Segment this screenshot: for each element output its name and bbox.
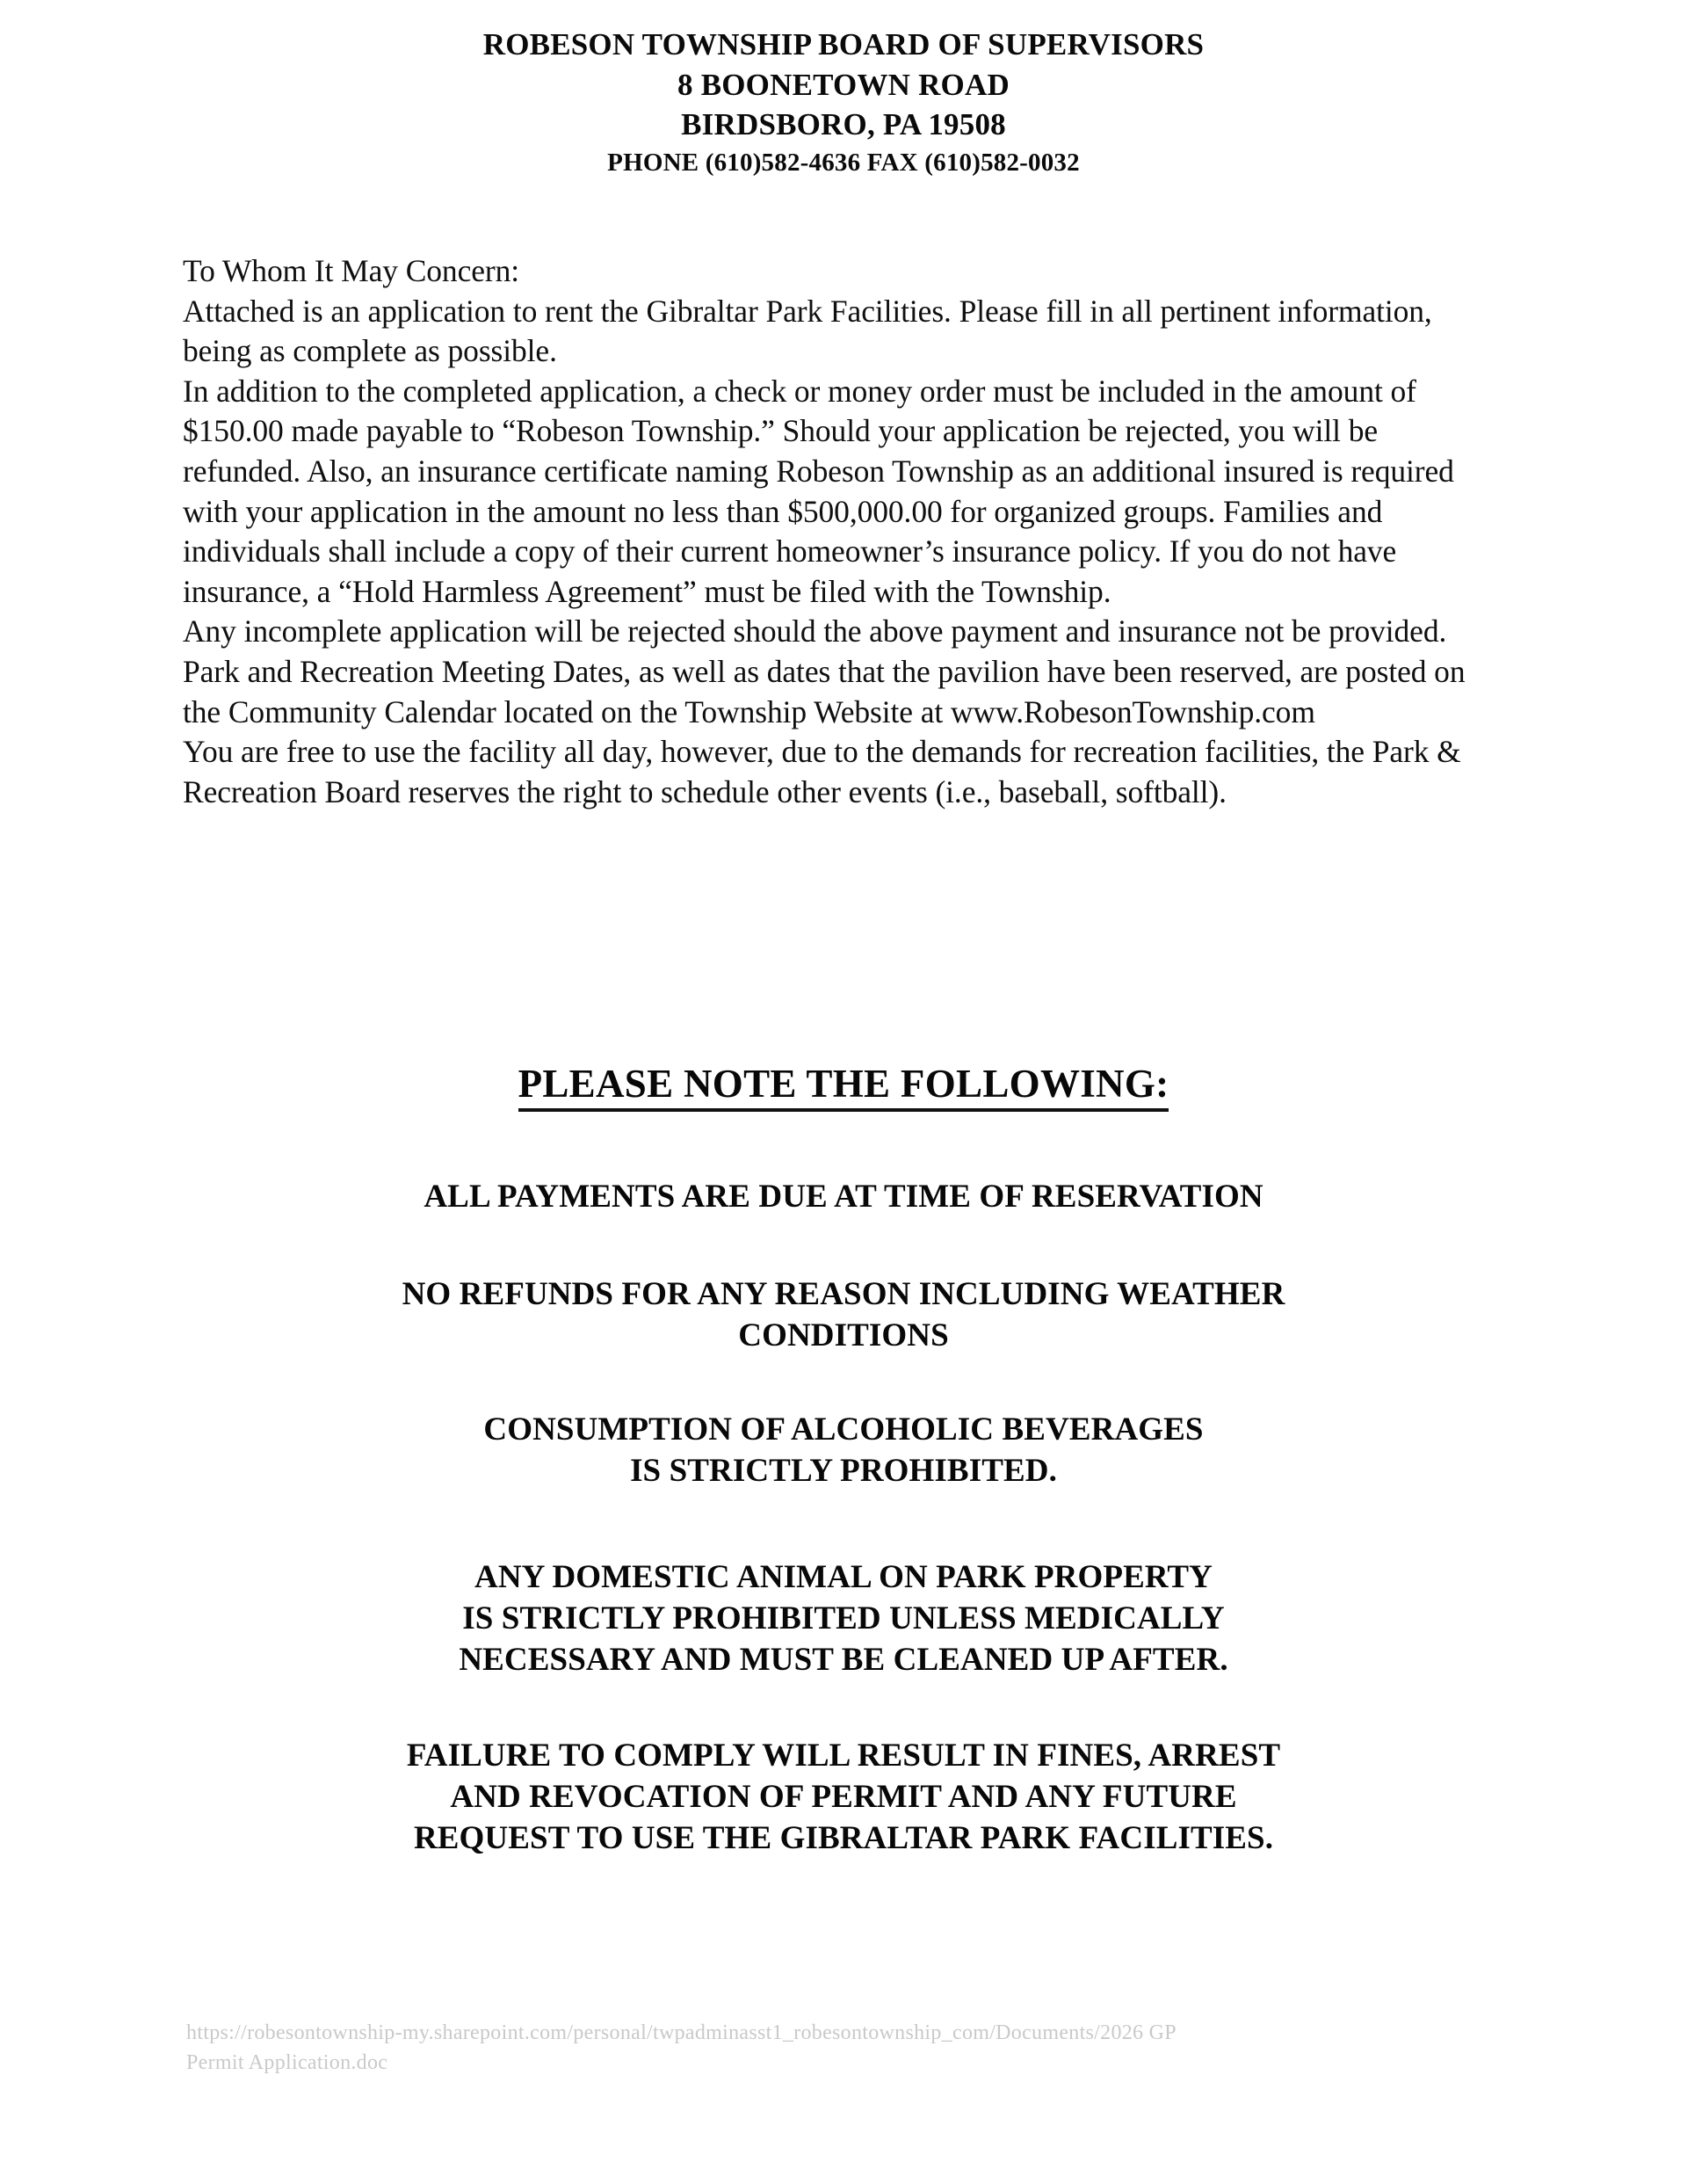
notice-animal-line-1: ANY DOMESTIC ANIMAL ON PARK PROPERTY	[474, 1559, 1213, 1595]
letterhead-street-address: 8 BOONETOWN ROAD	[677, 67, 1010, 102]
notice-animal-line-3: NECESSARY AND MUST BE CLEANED UP AFTER.	[459, 1642, 1228, 1678]
notice-failure-line-3: REQUEST TO USE THE GIBRALTAR PARK FACILITIES.	[413, 1820, 1274, 1856]
salutation: To Whom It May Concern:	[183, 253, 520, 288]
paragraph-3: Any incomplete application will be rejected should the above payment and insurance not be provided.	[183, 613, 1447, 649]
paragraph-1: Attached is an application to rent the Gibraltar Park Facilities. Please fill in all pertinent information, being as complete as possible.	[183, 293, 1432, 369]
notice-spacer	[141, 1680, 1546, 1735]
paragraph-5: You are free to use the facility all day, however, due to the demands for recreation facilities, the Park & Recreation Board reserves the right to schedule other events (i.e., baseball, softball).	[183, 734, 1461, 809]
notice-payments-line-1: ALL PAYMENTS ARE DUE AT TIME OF RESERVATION	[424, 1179, 1263, 1215]
letterhead-phone-fax: PHONE (610)582-4636 FAX (610)582-0032	[607, 148, 1080, 177]
notice-spacer	[141, 1356, 1546, 1409]
paragraph-2: In addition to the completed application, a check or money order must be included in the amount of $150.00 made payable to “Robeson Township.” Should your application be rejected, you will be refunded. Also, an insurance certificate naming Robeson Township as an additional insured is required with your application in the amount no less than $500,000.00 for organized groups. Families and individuals shall include a copy of their current homeowner’s insurance policy. If you do not have insurance, a “Hold Harmless Agreement” must be filed with the Township.	[183, 373, 1454, 609]
notice-refunds-line-1: NO REFUNDS FOR ANY REASON INCLUDING WEATHER	[402, 1276, 1285, 1312]
notice-failure-line-2: AND REVOCATION OF PERMIT AND ANY FUTURE	[450, 1779, 1237, 1815]
letterhead	[0, 25, 1687, 179]
notice-spacer	[141, 1217, 1546, 1273]
letter-body	[183, 251, 1492, 812]
paragraph-4: Park and Recreation Meeting Dates, as well as dates that the pavilion have been reserved, are posted on the Community Calendar located on the Township Website at www.RobesonTownship.com	[183, 653, 1466, 729]
please-note-heading-wrapper	[0, 1062, 1687, 1112]
notice-alcohol-line-2: IS STRICTLY PROHIBITED.	[630, 1453, 1057, 1489]
document-footer-path	[186, 2018, 1469, 2078]
notice-alcohol-line-1: CONSUMPTION OF ALCOHOLIC BEVERAGES	[483, 1411, 1204, 1448]
notice-refunds-line-2: CONDITIONS	[738, 1317, 949, 1353]
notice-spacer	[141, 1491, 1546, 1556]
letterhead-organization: ROBESON TOWNSHIP BOARD OF SUPERVISORS	[482, 27, 1205, 62]
letterhead-city-state-zip: BIRDSBORO, PA 19508	[681, 107, 1006, 141]
footer-path-line-1: https://robesontownship-my.sharepoint.com/personal/twpadminasst1_robesontownship_com/Documents/2026 GP	[186, 2021, 1177, 2044]
notice-animal-line-2: IS STRICTLY PROHIBITED UNLESS MEDICALLY	[462, 1600, 1225, 1636]
notice-failure-line-1: FAILURE TO COMPLY WILL RESULT IN FINES, ARREST	[406, 1738, 1281, 1774]
notices-section	[141, 1176, 1546, 1859]
footer-path-line-2: Permit Application.doc	[186, 2051, 388, 2074]
please-note-heading: PLEASE NOTE THE FOLLOWING:	[518, 1062, 1169, 1112]
